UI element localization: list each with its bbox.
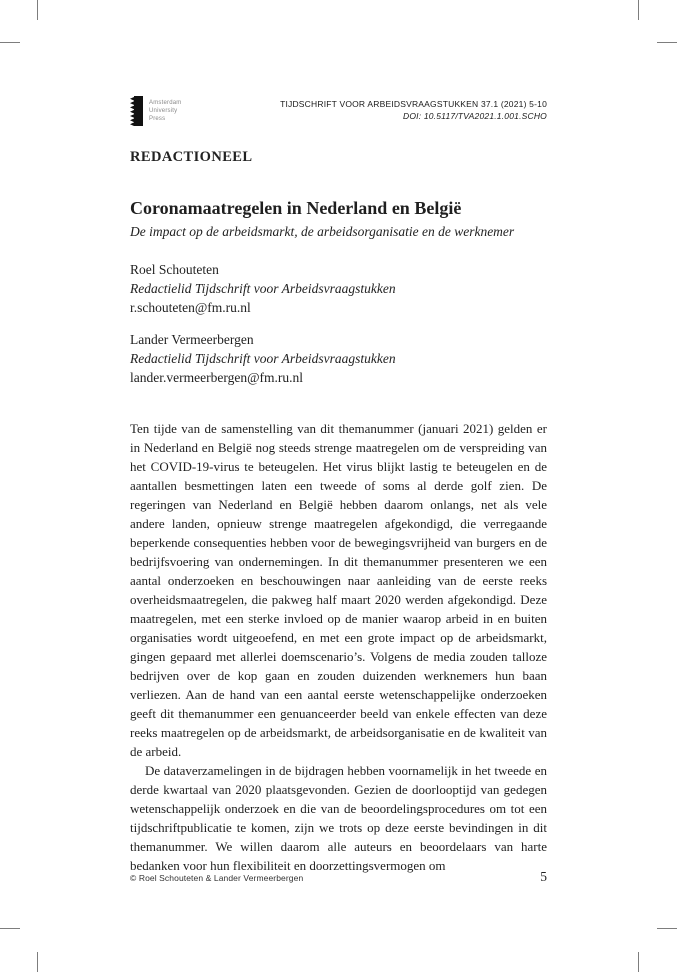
- article-title: Coronamaatregelen in Nederland en België: [130, 198, 462, 218]
- crop-mark-top-left-horizontal: [0, 42, 20, 43]
- logo-line-amsterdam: Amsterdam: [149, 100, 182, 106]
- logo-line-press: Press: [149, 116, 166, 122]
- author-block-2: [130, 330, 547, 387]
- publisher-logo: [130, 96, 181, 126]
- author-name: Lander Vermeerbergen: [130, 332, 254, 347]
- crop-mark-bottom-right-vertical: [638, 952, 639, 972]
- body-paragraph-2: De dataverzamelingen in de bijdragen hebben voornamelijk in het tweede en derde kwartaal van 2020 plaatsgevonden. Gezien de doorlooptijd van gedegen wetenschappelijk onderzoek en die van de beoordelingsprocedures om tot een tijdschriftpublicatie te komen, zijn we trots op deze eerste bevindingen in dit themanummer. We willen daarom alle auteurs en beoordelaars van harte bedanken voor hun flexibiliteit en doorzettingsvermogen om: [130, 763, 547, 873]
- crop-mark-bottom-right-horizontal: [657, 928, 677, 929]
- section-label: REDACTIONEEL: [130, 149, 253, 165]
- title-block: [130, 196, 547, 241]
- author-name: Roel Schouteten: [130, 262, 219, 277]
- article-body: [130, 419, 547, 875]
- doi-line: DOI: 10.5117/TVA2021.1.001.SCHO: [402, 111, 547, 121]
- journal-reference: [280, 96, 547, 122]
- author-email: r.schouteten@fm.ru.nl: [130, 300, 251, 315]
- page-number: 5: [540, 869, 547, 884]
- crop-mark-bottom-left-horizontal: [0, 928, 20, 929]
- copyright-notice: © Roel Schouteten & Lander Vermeerbergen: [130, 873, 304, 883]
- page-footer: [130, 869, 547, 885]
- crop-mark-top-right-vertical: [638, 0, 639, 20]
- page-header: [130, 96, 547, 126]
- publisher-logo-text: [149, 96, 181, 123]
- logo-line-university: University: [149, 108, 178, 114]
- journal-issue-line: TIJDSCHRIFT VOOR ARBEIDSVRAAGSTUKKEN 37.1 (2021) 5-10: [280, 99, 547, 109]
- author-role: Redactielid Tijdschrift voor Arbeidsvraagstukken: [130, 351, 396, 366]
- body-paragraph-1: Ten tijde van de samenstelling van dit themanummer (januari 2021) gelden er in Nederland en België nog steeds strenge maatregelen om de verspreiding van het COVID-19-virus te beteugelen. Het virus blijkt lastig te beteugelen en de aantallen besmettingen laten een tweede of soms al derde golf zien. De regeringen van Nederland en België hebben daarom onlangs, net als vele andere landen, opnieuw strenge maatregelen afgekondigd, die verregaande beperkende consequenties hebben voor de bewegingsvrijheid van burgers en de bedrijfsvoering van ondernemingen. In dit themanummer presenteren we een aantal onderzoeken en beschouwingen naar aanleiding van de eerste reeks overheidsmaatregelen, die pakweg half maart 2020 werden afgekondigd. Deze maatregelen, met een sterke invloed op de manier waarop arbeid in en buiten organisaties wordt uitgeoefend, en met een grote impact op de arbeidsmarkt, gingen gepaard met allerlei doemscenario’s. Volgens de media zouden talloze bedrijven over de kop gaan en zouden duizenden werknemers hun baan verliezen. Aan de hand van een aantal eerste wetenschappelijke onderzoeken geeft dit themanummer een genuanceerder beeld van enkele effecten van deze reeks maatregelen op de arbeidsmarkt, de arbeidsorganisatie en de kwaliteit van de arbeid.: [130, 421, 547, 759]
- author-role: Redactielid Tijdschrift voor Arbeidsvraagstukken: [130, 281, 396, 296]
- crop-mark-top-right-horizontal: [657, 42, 677, 43]
- aup-comb-logo-icon: [130, 96, 143, 126]
- author-email: lander.vermeerbergen@fm.ru.nl: [130, 370, 303, 385]
- author-block-1: [130, 260, 547, 317]
- article-subtitle: De impact op de arbeidsmarkt, de arbeidsorganisatie en de werknemer: [130, 224, 515, 239]
- crop-mark-bottom-left-vertical: [37, 952, 38, 972]
- crop-mark-top-left-vertical: [37, 0, 38, 20]
